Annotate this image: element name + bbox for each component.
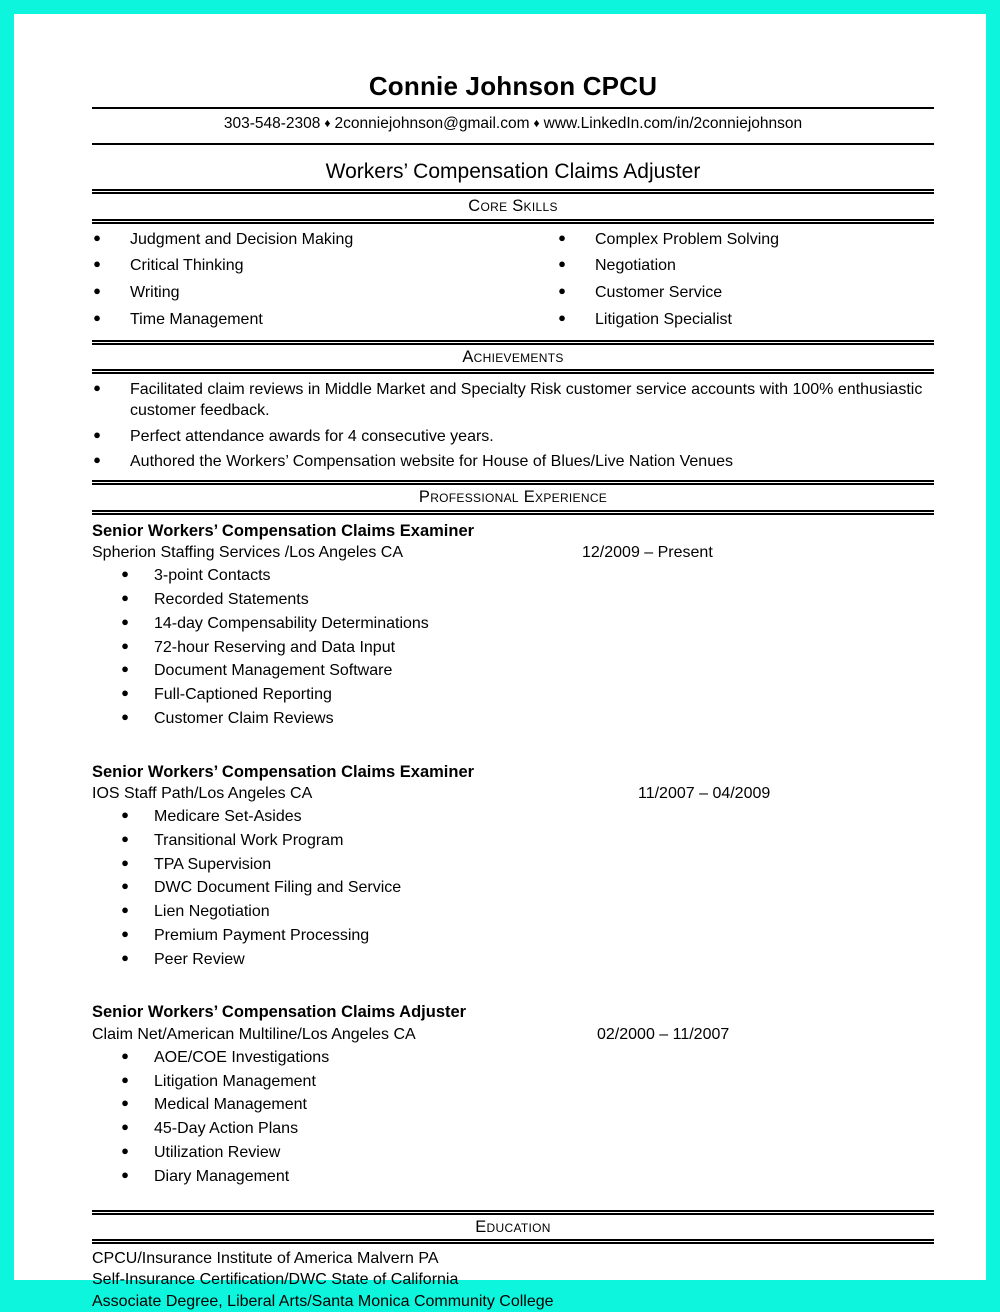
bullet-icon: ● [93,256,101,272]
list-item [557,282,934,303]
bullet-icon: ● [121,566,129,582]
skill-label: Critical Thinking [130,257,244,275]
bullet-icon: ● [121,830,129,846]
bullet-icon: ● [93,283,101,299]
education-list [92,1244,934,1312]
list-item [92,229,513,250]
core-skills-left-column [92,229,513,336]
job-bullet-list [92,563,934,729]
job-meta [92,783,934,804]
job-bullet-text: TPA Supervision [154,855,272,873]
list-item [92,1166,934,1187]
education-line: CPCU/Insurance Institute of America Malvern PA [92,1250,439,1268]
bullet-icon: ● [93,452,101,467]
job-company: IOS Staff Path/Los Angeles CA [92,785,313,803]
bullet-icon: ● [121,613,129,629]
list-item [92,379,934,422]
job-bullet-text: Litigation Management [154,1072,316,1090]
contact-phone: 303-548-2308 [223,115,321,133]
section-heading-core-skills: Core Skills [468,196,558,215]
bullet-icon: ● [93,426,101,442]
job-meta [92,1024,934,1045]
job-title: Senior Workers’ Compensation Claims Examiner [92,762,475,781]
job-title: Senior Workers’ Compensation Claims Examiner [92,521,475,540]
list-item [92,925,934,946]
skill-label: Judgment and Decision Making [130,230,354,248]
list-item [92,830,934,851]
list-item [557,255,934,276]
job-company: Spherion Staffing Services /Los Angeles CA [92,544,403,562]
job-bullet-text: Lien Negotiation [154,903,270,921]
skill-label: Negotiation [595,257,676,275]
list-item [557,309,934,330]
list-item [92,1118,934,1139]
job-bullet-text: AOE/COE Investigations [154,1048,330,1066]
job-bullet-list [92,1045,934,1187]
list-item [92,613,934,634]
job-bullet-text: Customer Claim Reviews [154,709,334,727]
experience-entry [92,756,934,970]
job-bullet-text: Medical Management [154,1096,307,1114]
skill-label: Customer Service [595,284,723,302]
achievements-list [92,374,934,480]
list-item [92,806,934,827]
list-item [92,684,934,705]
list-item [92,901,934,922]
bullet-icon: ● [93,380,101,396]
list-item [557,229,934,250]
candidate-name: Connie Johnson CPCU [368,71,658,101]
bullet-icon: ● [121,1119,129,1135]
job-bullet-text: 3-point Contacts [154,567,271,585]
resume-content [92,14,934,1312]
education-line: Self-Insurance Certification/DWC State of California [92,1271,459,1289]
bullet-icon: ● [558,229,566,245]
list-item [92,282,513,303]
list-item [92,877,934,898]
contact-line [92,109,934,137]
spacer [92,732,934,756]
contact-separator-icon: ♦ [324,116,331,131]
bullet-icon: ● [93,309,101,325]
skill-label: Litigation Specialist [595,310,732,328]
list-item [92,637,934,658]
job-bullet-text: Premium Payment Processing [154,926,370,944]
core-skills-left-list [92,229,513,331]
resume-page [14,14,986,1310]
target-job-title: Workers’ Compensation Claims Adjuster [325,159,701,183]
list-item [92,1071,934,1092]
spacer [92,1190,934,1210]
bullet-icon: ● [558,309,566,325]
bullet-icon: ● [121,878,129,894]
bullet-icon: ● [121,661,129,677]
job-bullet-text: Utilization Review [154,1143,281,1161]
section-heading-education: Education [475,1217,551,1236]
bullet-icon: ● [121,1047,129,1063]
contact-email[interactable]: 2conniejohnson@gmail.com [334,115,530,133]
experience-entry [92,515,934,729]
list-item [92,565,934,586]
job-company: Claim Net/American Multiline/Los Angeles CA [92,1025,416,1043]
core-skills-columns [92,224,934,340]
core-skills-right-list [557,229,934,331]
education-line: Associate Degree, Liberal Arts/Santa Monica Community College [92,1292,554,1310]
bullet-icon: ● [121,685,129,701]
bullet-icon: ● [558,256,566,272]
job-bullet-text: Medicare Set-Asides [154,808,302,826]
job-dates: 12/2009 – Present [582,544,713,562]
job-meta [92,542,934,563]
job-bullet-text: Peer Review [154,950,245,968]
achievement-text: Facilitated claim reviews in Middle Market and Specialty Risk customer service accounts with 100% enthusiastic customer feedback. [130,381,923,420]
achievement-text: Authored the Workers’ Compensation website for House of Blues/Live Nation Venues [130,453,733,470]
bullet-icon: ● [121,590,129,606]
skill-label: Writing [130,284,180,302]
list-item [92,426,934,447]
bullet-icon: ● [121,1071,129,1087]
section-heading-achievements: Achievements [462,347,564,366]
list-item [92,854,934,875]
bullet-icon: ● [121,1166,129,1182]
job-title: Senior Workers’ Compensation Claims Adjuster [92,1003,467,1022]
bullet-icon: ● [121,807,129,823]
bullet-icon: ● [121,708,129,724]
core-skills-right-column [513,229,934,336]
bullet-icon: ● [121,637,129,653]
contact-website[interactable]: www.LinkedIn.com/in/2conniejohnson [543,115,803,133]
list-item [92,309,513,330]
list-item [92,589,934,610]
spacer [92,972,934,996]
section-heading-professional-experience: Professional Experience [418,488,608,507]
bullet-icon: ● [121,1142,129,1158]
experience-entry [92,996,934,1187]
skill-label: Time Management [130,310,263,328]
list-item [92,708,934,729]
bullet-icon: ● [93,229,101,245]
job-bullet-text: 14-day Compensability Determinations [154,614,429,632]
list-item [92,451,934,472]
skill-label: Complex Problem Solving [595,230,780,248]
bullet-icon: ● [558,283,566,299]
bullet-icon: ● [121,854,129,870]
achievement-text: Perfect attendance awards for 4 consecutive years. [130,427,494,445]
job-bullet-text: 45-Day Action Plans [154,1120,299,1138]
job-bullet-text: Document Management Software [154,662,393,680]
list-item [92,255,513,276]
list-item [92,1142,934,1163]
job-bullet-text: DWC Document Filing and Service [154,879,402,897]
bullet-icon: ● [121,925,129,941]
job-bullet-text: Transitional Work Program [154,831,344,849]
list-item [92,1047,934,1068]
bullet-icon: ● [121,949,129,965]
job-dates: 02/2000 – 11/2007 [597,1025,730,1043]
bullet-icon: ● [121,1095,129,1111]
job-bullet-text: 72-hour Reserving and Data Input [154,638,396,656]
job-dates: 11/2007 – 04/2009 [638,785,771,803]
list-item [92,949,934,970]
list-item [92,1094,934,1115]
job-bullet-list [92,804,934,970]
job-bullet-text: Full-Captioned Reporting [154,686,332,704]
job-bullet-text: Recorded Statements [154,591,309,609]
contact-separator-icon: ♦ [533,116,540,131]
list-item [92,660,934,681]
bullet-icon: ● [121,902,129,918]
job-bullet-text: Diary Management [154,1167,290,1185]
